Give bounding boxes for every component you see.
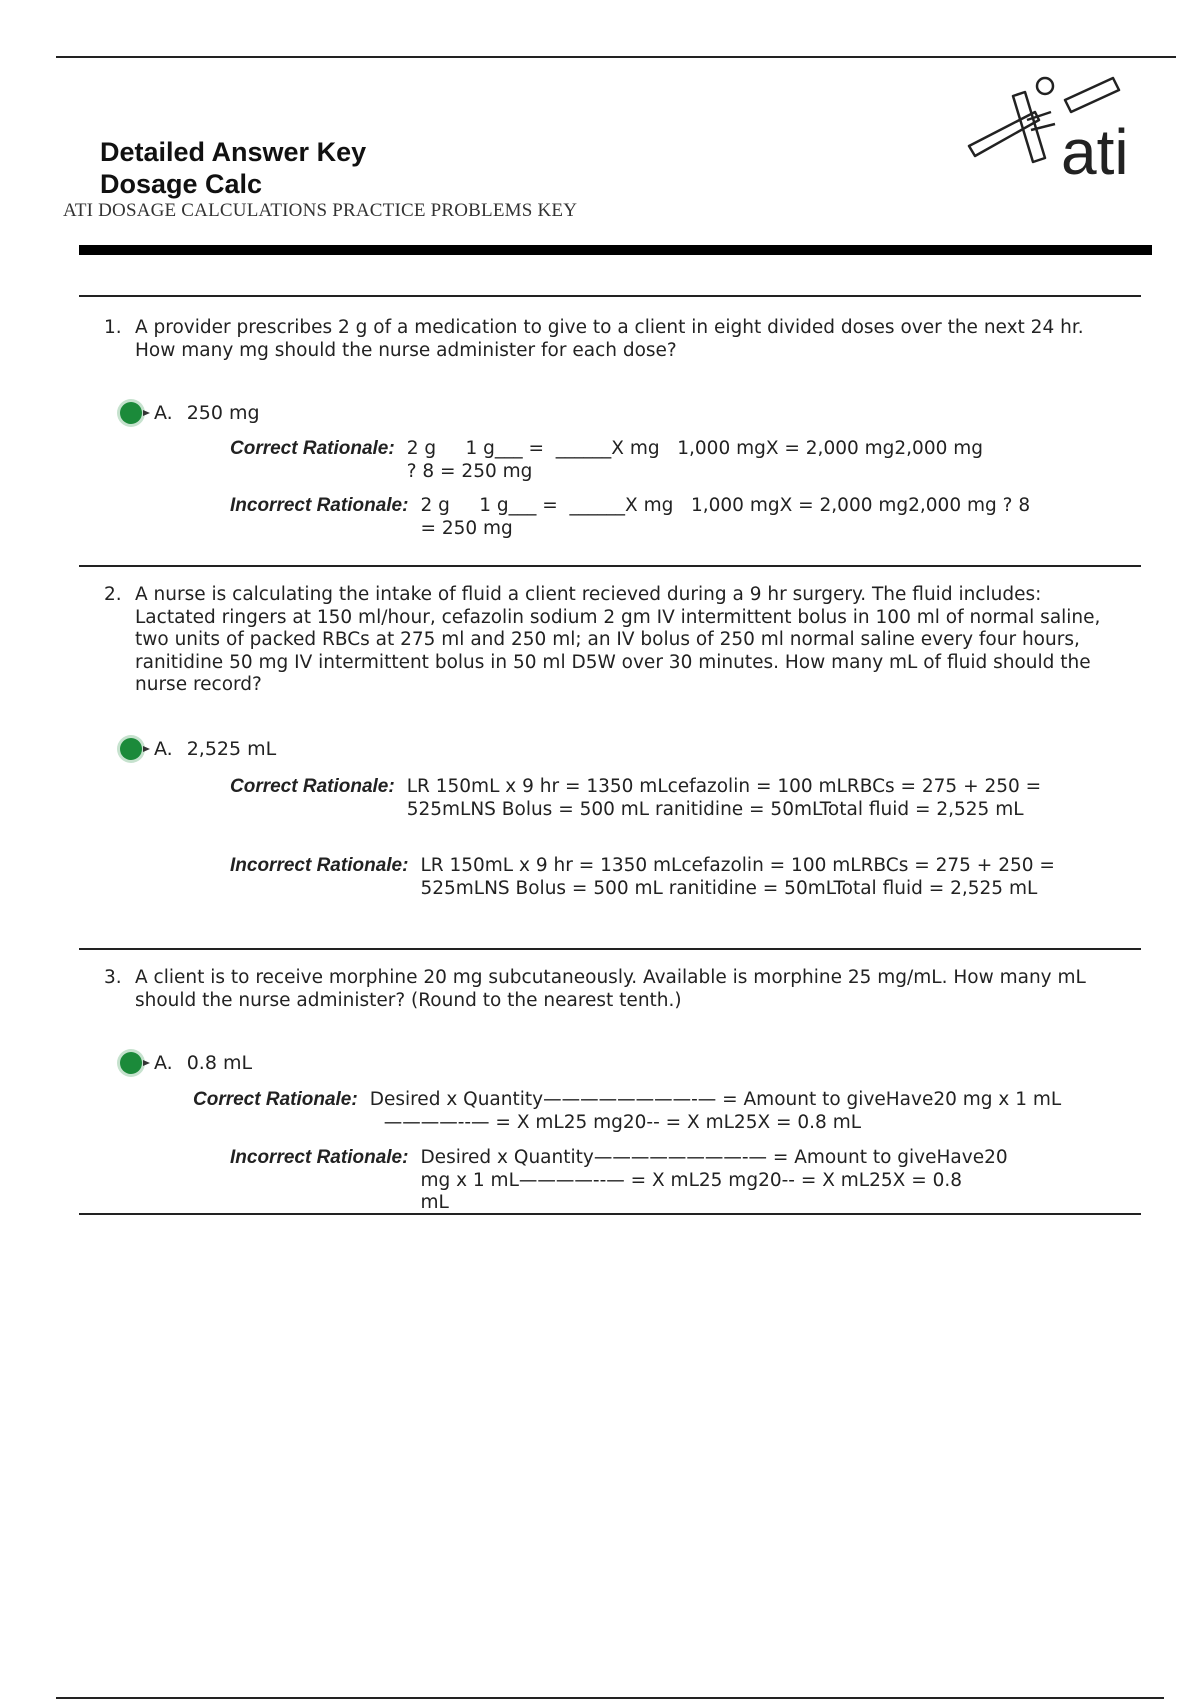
answer-letter: A.	[154, 402, 173, 424]
correct-rationale-label: Correct Rationale:	[230, 776, 395, 797]
incorrect-rationale-label: Incorrect Rationale:	[230, 495, 409, 516]
rationale-line: Desired x Quantity————————-— = Amount to giveHave20	[420, 1147, 1008, 1168]
section-divider	[79, 1213, 1141, 1215]
question-number: 3.	[104, 967, 122, 988]
bottom-rule	[56, 1697, 1164, 1699]
rationale-text: LR 150mL x 9 hr = 1350 mLcefazolin = 100 mLRBCs = 275 + 250 = 525mLNS Bolus = 500 mL ranitidine = 50mLTotal fluid = 2,525 mL	[406, 776, 1048, 820]
correct-rationale-label: Correct Rationale:	[193, 1089, 358, 1110]
rationale-line: ? 8 = 250 mg	[406, 460, 533, 482]
header-thick-rule	[79, 245, 1152, 255]
rationale-line: = 250 mg	[420, 517, 513, 539]
title-line-1: Detailed Answer Key	[100, 137, 367, 167]
svg-text:ati: ati	[1061, 116, 1129, 180]
answer-letter: A.	[154, 738, 173, 760]
question-number: 2.	[104, 584, 122, 605]
correct-rationale	[230, 438, 983, 483]
section-divider	[79, 948, 1141, 950]
question-number: 1.	[104, 317, 122, 338]
answer-letter: A.	[154, 1052, 173, 1074]
section-divider	[79, 295, 1141, 297]
answer-text: 0.8 mL	[186, 1052, 253, 1074]
rationale-line: 2 g 1 g___ = ______X mg 1,000 mgX = 2,000 mg2,000 mg ? 8	[420, 495, 1031, 516]
answer-text: 250 mg	[186, 402, 260, 424]
answer-option-a[interactable]	[120, 1052, 252, 1074]
incorrect-rationale-label: Incorrect Rationale:	[230, 1147, 409, 1168]
question-text: A client is to receive morphine 20 mg subcutaneously. Available is morphine 25 mg/mL. How many mL should the nurse administer? (Round to the nearest tenth.)	[135, 967, 1086, 1011]
correct-answer-marker-icon	[120, 402, 142, 424]
rationale-line: ————--— = X mL25 mg20-- = X mL25X = 0.8 mL	[383, 1111, 862, 1133]
correct-answer-marker-icon	[120, 738, 142, 760]
top-rule	[56, 56, 1176, 58]
rationale-line: mL	[420, 1192, 449, 1213]
correct-rationale	[230, 776, 1067, 821]
document-subtitle: ATI DOSAGE CALCULATIONS PRACTICE PROBLEMS KEY	[63, 200, 578, 221]
rationale-line: Desired x Quantity————————-— = Amount to giveHave20 mg x 1 mL	[369, 1089, 1062, 1110]
incorrect-rationale	[230, 855, 1080, 900]
title-line-2: Dosage Calc	[100, 169, 263, 199]
incorrect-rationale	[230, 1147, 1008, 1215]
question-text: A provider prescribes 2 g of a medication to give to a client in eight divided doses over the next 24 hr. How many mg should the nurse administer for each dose?	[135, 317, 1084, 361]
answer-text: 2,525 mL	[186, 738, 277, 760]
ati-logo	[965, 68, 1147, 180]
answer-option-a[interactable]	[120, 738, 276, 760]
answer-option-a[interactable]	[120, 402, 260, 424]
correct-rationale-label: Correct Rationale:	[230, 438, 395, 459]
rationale-line: mg x 1 mL————--— = X mL25 mg20-- = X mL25X = 0.8	[420, 1169, 963, 1191]
page-title	[100, 136, 366, 200]
question-text: A nurse is calculating the intake of fluid a client recieved during a 9 hr surgery. The fluid includes: Lactated ringers at 150 ml/hour, cefazolin sodium 2 gm IV intermittent bolus in 100 ml of normal saline, two units of packed RBCs at 275 ml and 250 ml; an IV bolus of 250 ml normal saline every four hours, ranitidine 50 mg IV intermittent bolus in 50 ml D5W over 30 minutes. How many mL of fluid should the nurse record?	[135, 584, 1101, 695]
ati-logo-icon	[965, 68, 1147, 180]
correct-rationale	[193, 1089, 1061, 1134]
rationale-text: LR 150mL x 9 hr = 1350 mLcefazolin = 100 mLRBCs = 275 + 250 = 525mLNS Bolus = 500 mL ranitidine = 50mLTotal fluid = 2,525 mL	[420, 855, 1061, 899]
correct-answer-marker-icon	[120, 1052, 142, 1074]
incorrect-rationale	[230, 495, 1030, 540]
rationale-line: 2 g 1 g___ = ______X mg 1,000 mgX = 2,000 mg2,000 mg	[406, 438, 984, 459]
section-divider	[79, 565, 1141, 567]
incorrect-rationale-label: Incorrect Rationale:	[230, 855, 409, 876]
